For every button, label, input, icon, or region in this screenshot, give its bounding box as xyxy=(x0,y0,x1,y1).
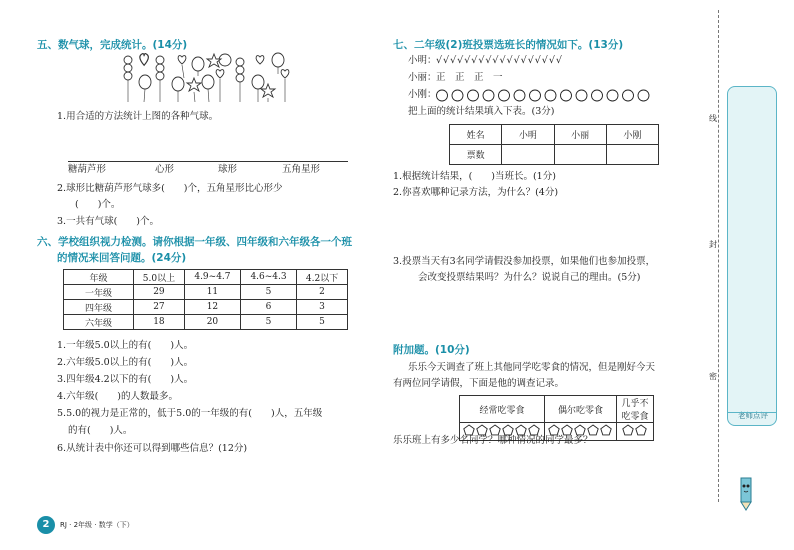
s7-question-1: 1.根据统计结果，( )当班长。(1分) xyxy=(393,171,556,182)
s5-question-1: 1.用合适的方法统计上图的各种气球。 xyxy=(57,111,219,122)
section-7-title: 七、二年级(2)班投票选班长的情况如下。(13分) xyxy=(393,39,624,51)
xiaoli-tally-marks: 正 正 正 一 xyxy=(436,72,503,83)
bonus-question: 乐乐班上有多少名同学？哪种情况的同学最多？ xyxy=(393,435,593,446)
footer-label: RJ · 2年级 · 数学（下） xyxy=(60,521,134,529)
table-cell: 6 xyxy=(240,300,296,315)
tally-circle xyxy=(483,90,494,101)
tally-circle xyxy=(499,90,510,101)
comment-divider xyxy=(727,412,777,413)
tally-circle xyxy=(437,90,448,101)
vision-table xyxy=(63,269,348,330)
snack-count-rarely xyxy=(617,423,654,441)
vote-input-cell[interactable] xyxy=(554,145,606,165)
table-header: 小明 xyxy=(502,125,554,145)
s6-question-3: 3.四年级4.2以下的有( )人。 xyxy=(57,374,194,385)
vote-input-cell[interactable] xyxy=(502,145,554,165)
s5-question-2-cont: ( )个。 xyxy=(75,199,121,210)
table-cell: 票数 xyxy=(450,145,502,165)
tally-circle xyxy=(452,90,463,101)
table-header: 4.6~4.3 xyxy=(240,270,296,285)
table-cell: 5 xyxy=(297,315,348,330)
table-header-row xyxy=(64,270,348,285)
table-header: 4.9~4.7 xyxy=(184,270,240,285)
table-header: 年级 xyxy=(64,270,134,285)
label-xiaoli: 小丽： xyxy=(408,72,437,83)
table-header: 5.0以上 xyxy=(134,270,185,285)
s7-fill-instruction: 把上面的统计结果填入下表。(3分) xyxy=(408,106,555,117)
table-header: 小刚 xyxy=(606,125,658,145)
tally-circle xyxy=(561,90,572,101)
vote-input-cell[interactable] xyxy=(606,145,658,165)
table-header: 几乎不吃零食 xyxy=(617,396,654,423)
tally-circle xyxy=(468,90,479,101)
tally-circle xyxy=(514,90,525,101)
pentagon-mark xyxy=(636,425,646,435)
label-xiaogang: 小刚： xyxy=(408,89,437,100)
teacher-comment-box xyxy=(727,86,777,426)
tally-circle xyxy=(638,90,649,101)
s5-question-3: 3.一共有气球( )个。 xyxy=(57,216,159,227)
page-number: 2 xyxy=(37,516,55,534)
table-header-row xyxy=(460,396,654,423)
s6-question-5-cont: 的有( )人。 xyxy=(68,425,133,436)
table-header: 4.2以下 xyxy=(297,270,348,285)
table-header: 偶尔吃零食 xyxy=(545,396,617,423)
seal-char-xian: 线 xyxy=(709,114,717,123)
table-cell: 一年级 xyxy=(64,285,134,300)
table-cell: 29 xyxy=(134,285,185,300)
s6-question-1: 1.一年级5.0以上的有( )人。 xyxy=(57,340,194,351)
xiaoming-tick-marks: √√√√√√√√√√√√√√√√√√ xyxy=(436,55,563,66)
pentagon-mark xyxy=(623,425,633,435)
table-cell: 六年级 xyxy=(64,315,134,330)
pentagon-mark xyxy=(601,425,611,435)
s6-question-4: 4.六年级( )的人数最多。 xyxy=(57,391,178,402)
table-cell: 11 xyxy=(184,285,240,300)
table-row xyxy=(450,145,659,165)
vote-table xyxy=(449,124,659,165)
table-header-row xyxy=(450,125,659,145)
shape-label-star: 五角星形 xyxy=(282,164,321,175)
table-row xyxy=(64,300,348,315)
pentagon-marks xyxy=(621,424,649,436)
table-header: 经常吃零食 xyxy=(460,396,545,423)
label-xiaoming: 小明： xyxy=(408,55,437,66)
table-cell: 2 xyxy=(297,285,348,300)
table-cell: 27 xyxy=(134,300,185,315)
seal-char-mi: 密 xyxy=(709,372,717,381)
s7-question-2: 2.你喜欢哪种记录方法，为什么？(4分) xyxy=(393,187,559,198)
tally-circle xyxy=(576,90,587,101)
table-cell: 四年级 xyxy=(64,300,134,315)
table-cell: 12 xyxy=(184,300,240,315)
s6-question-2: 2.六年级5.0以上的有( )人。 xyxy=(57,357,194,368)
section-5-title: 五、数气球，完成统计。(14分) xyxy=(37,39,188,51)
table-cell: 18 xyxy=(134,315,185,330)
table-header: 姓名 xyxy=(450,125,502,145)
s5-answer-line xyxy=(68,161,348,162)
shape-label-tanghulu: 糖葫芦形 xyxy=(68,164,107,175)
section-6-title-cont: 的情况来回答问题。(24分) xyxy=(57,252,187,264)
table-row xyxy=(64,285,348,300)
tally-circle xyxy=(592,90,603,101)
xiaogang-circle-marks xyxy=(436,89,658,102)
balloons-illustration xyxy=(120,52,295,110)
binding-dashed-line xyxy=(718,10,719,502)
tally-circle xyxy=(530,90,541,101)
bonus-paragraph-2: 有两位同学请假，下面是他的调查记录。 xyxy=(393,378,565,389)
tally-circle xyxy=(623,90,634,101)
shape-label-heart: 心形 xyxy=(155,164,175,175)
table-cell: 3 xyxy=(297,300,348,315)
tally-circle xyxy=(545,90,556,101)
bonus-paragraph-1: 乐乐今天调查了班上其他同学吃零食的情况，但是刚好今天 xyxy=(408,362,656,373)
table-header: 小丽 xyxy=(554,125,606,145)
table-cell: 20 xyxy=(184,315,240,330)
bonus-title: 附加题。(10分) xyxy=(393,344,470,356)
s5-question-2: 2.球形比糖葫芦形气球多( )个，五角星形比心形少 xyxy=(57,183,283,194)
seal-char-feng: 封 xyxy=(709,240,717,249)
s7-question-3-cont: 会改变投票结果吗？为什么？说说自己的理由。(5分) xyxy=(418,272,641,283)
section-6-title: 六、学校组织视力检测。请你根据一年级、四年级和六年级各一个班 xyxy=(37,236,352,248)
s6-question-5: 5.5.0的视力是正常的，低于5.0的一年级的有( )人，五年级 xyxy=(57,408,323,419)
table-row xyxy=(64,315,348,330)
tally-circle xyxy=(607,90,618,101)
table-cell: 5 xyxy=(240,285,296,300)
shape-label-round: 球形 xyxy=(218,164,238,175)
teacher-comment-label: 老师点评 xyxy=(738,411,768,420)
s7-question-3: 3.投票当天有3名同学请假没参加投票，如果他们也参加投票， xyxy=(393,256,656,267)
pencil-mascot-icon xyxy=(735,474,757,514)
table-cell: 5 xyxy=(240,315,296,330)
s6-question-6: 6.从统计表中你还可以得到哪些信息？(12分) xyxy=(57,443,248,454)
